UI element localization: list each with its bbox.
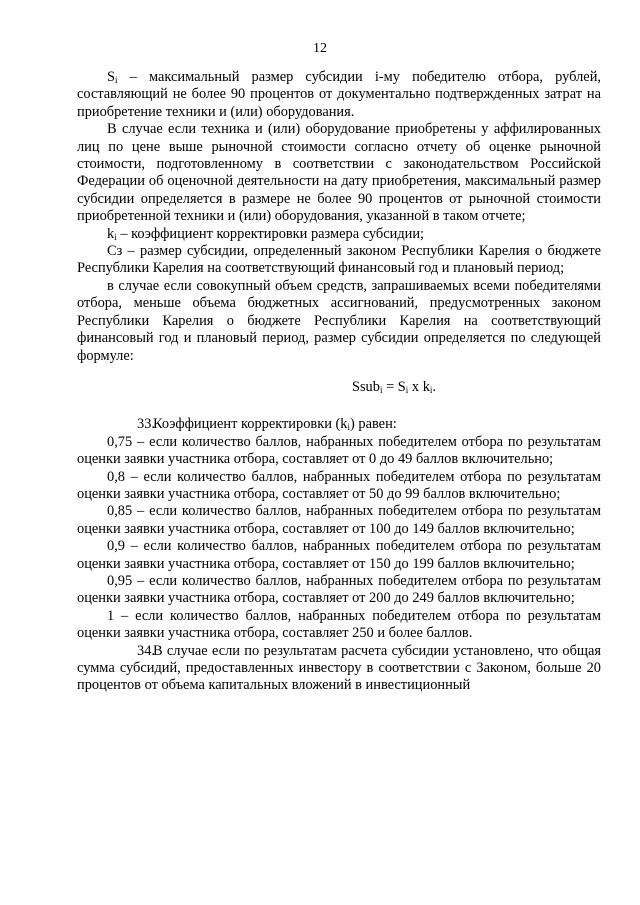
formula-mid: = S [382, 378, 406, 395]
coefficient-item-095: 0,95 – если количество баллов, набранных победителем отбора по результатам оценки заявки участника отбора, составляет от 200 до 249 баллов включительно; [77, 572, 601, 607]
coefficient-item-08: 0,8 – если количество баллов, набранных победителем отбора по результатам оценки заявки участника отбора, составляет от 50 до 99 баллов включительно; [77, 468, 601, 502]
formula-end: . [432, 378, 437, 395]
ki-text: – коэффициент корректировки размера субсидии; [116, 225, 425, 242]
clause-34-text: В случае если по результатам расчета субсидии установлено, что общая сумма субсидий, предоставленных инвестору в соответствии с Законом, больше 20 процентов от объема капитальных вложений в инвестиционный [77, 642, 601, 694]
formula [77, 379, 601, 396]
clause-number-33: 33. [137, 416, 155, 433]
paragraph-si-definition [77, 69, 601, 121]
coefficient-item-085: 0,85 – если количество баллов, набранных победителем отбора по результатам оценки заявки участника отбора, составляет от 100 до 149 баллов включительно; [77, 503, 601, 537]
paragraph-budget-case: в случае если совокупный объем средств, запрашиваемых всеми победителями отбора, меньше объема бюджетных ассигнований, предусмотренных законом Республики Карелия о бюджете Республики Карелия на соответствующий финансовый год и плановый период, размер субсидии определяется по следующей формуле: [77, 277, 601, 364]
page-number: 12 [313, 41, 327, 56]
paragraph-affiliated-purchase: В случае если техника и (или) оборудование приобретены у аффилированных лиц по цене выше рыночной стоимости согласно отчету об оценке рыночной стоимости, подготовленному в соответствии с законодательством Российской Федерации об оценочной деятельности на дату приобретения, максимальный размер субсидии определяется в размере не более 90 процентов от рыночной стоимости приобретенной техники и (или) оборудования, указанной в таком отчете; [77, 121, 601, 225]
paragraph-34 [77, 643, 601, 695]
si-text: – максимальный размер субсидии i-му победителю отбора, рублей, составляющий не более 90 процентов от документально подтвержденных затрат на приобретение техники и (или) оборудования. [77, 69, 601, 120]
paragraph-cz-definition: Сз – размер субсидии, определенный законом Республики Карелия о бюджете Республики Карелия на соответствующий финансовый год и плановый период; [77, 243, 601, 277]
clause-number-34: 34. [137, 642, 155, 659]
formula-lhs-sub: i [379, 384, 383, 395]
symbol-s: S [107, 69, 116, 85]
formula-op-sub: i [429, 384, 433, 395]
formula-op: x k [408, 378, 430, 395]
subscript-i: i [114, 231, 117, 242]
clause-33-post: ) равен: [350, 416, 397, 433]
formula-mid-sub: i [405, 384, 409, 395]
symbol-k: k [107, 225, 115, 242]
paragraph-33-heading [77, 416, 601, 433]
paragraph-ki-definition [77, 226, 601, 243]
clause-33-pre: Коэффициент корректировки (k [153, 416, 348, 433]
coefficient-item-09: 0,9 – если количество баллов, набранных победителем отбора по результатам оценки заявки участника отбора, составляет от 150 до 199 баллов включительно; [77, 538, 601, 572]
formula-lhs: Ssub [351, 378, 380, 395]
document-body [77, 69, 601, 695]
coefficient-item-075: 0,75 – если количество баллов, набранных победителем отбора по результатам оценки заявки участника отбора, составляет от 0 до 49 баллов включительно; [77, 433, 601, 468]
coefficient-item-1: 1 – если количество баллов, набранных победителем отбора по результатам оценки заявки участника отбора, составляет 250 и более баллов. [77, 607, 601, 642]
clause-33-sub: i [347, 422, 350, 433]
subscript-i: i [115, 75, 118, 85]
